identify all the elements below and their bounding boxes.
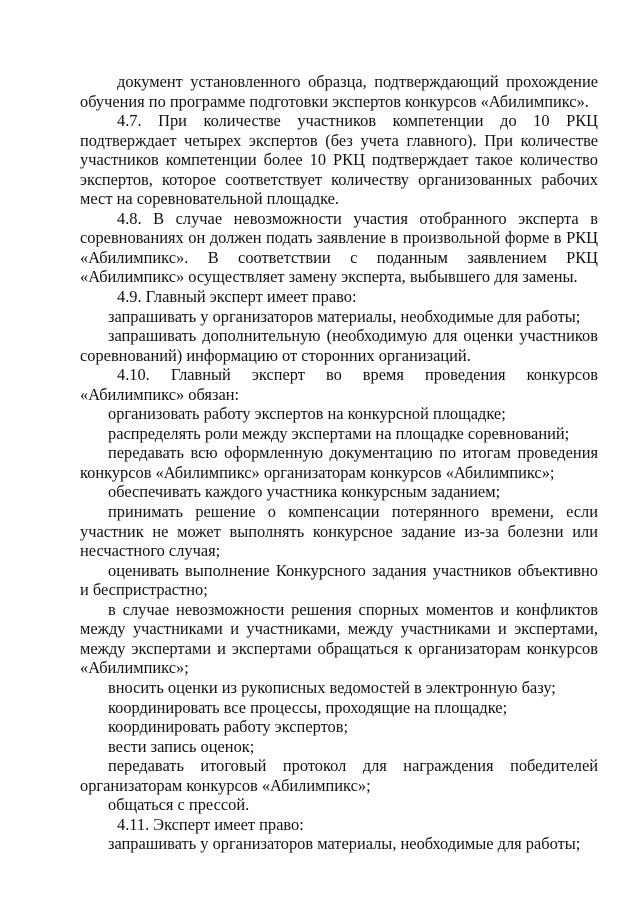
- list-item: вести запись оценок;: [108, 736, 255, 756]
- list-item: запрашивать дополнительную (необходимую для оценки участников соревнований) информацию от сторонних организаций.: [80, 326, 598, 365]
- list-item: распределять роли между экспертами на площадке соревнований;: [108, 423, 570, 443]
- list-item: общаться с прессой.: [108, 795, 250, 815]
- list-item: координировать работу экспертов;: [108, 717, 349, 737]
- list-item: обеспечивать каждого участника конкурсным заданием;: [108, 482, 501, 502]
- paragraph-4-11: 4.11. Эксперт имеет право:: [117, 814, 304, 834]
- paragraph-continuation: документ установленного образца, подтверждающий прохождение обучения по программе подготовки экспертов конкурсов «Абилимпикс».: [80, 72, 598, 111]
- paragraph-4-8: 4.8. В случае невозможности участия отобранного эксперта в соревнованиях он должен подать заявление в произвольной форме в РКЦ «Абилимпикс». В соответствии с поданным заявлением РКЦ «Абилимпикс» осуществляет замену эксперта, выбывшего для замены.: [80, 208, 598, 287]
- list-item: в случае невозможности решения спорных моментов и конфликтов между участниками и участниками, между участниками и экспертами, между экспертами и экспертами обращаться к организаторам конкурсов «Абилимпикс»;: [80, 599, 598, 678]
- list-item: передавать всю оформленную документацию по итогам проведения конкурсов «Абилимпикс» организаторам конкурсов «Абилимпикс»;: [80, 443, 598, 482]
- document-body: [80, 72, 598, 854]
- list-item: запрашивать у организаторов материалы, необходимые для работы;: [108, 834, 581, 854]
- list-item: координировать все процессы, проходящие на площадке;: [108, 697, 508, 717]
- list-item: запрашивать у организаторов материалы, необходимые для работы;: [108, 306, 581, 326]
- list-item: вносить оценки из рукописных ведомостей в электронную базу;: [108, 677, 556, 697]
- paragraph-4-7: 4.7. При количестве участников компетенции до 10 РКЦ подтверждает четырех экспертов (без учета главного). При количестве участников компетенции более 10 РКЦ подтверждает такое количество экспертов, которое соответствует количеству организованных рабочих мест на соревновательной площадке.: [80, 111, 598, 209]
- paragraph-4-9: 4.9. Главный эксперт имеет право:: [117, 287, 357, 307]
- list-item: принимать решение о компенсации потерянного времени, если участник не может выполнять конкурсное задание из-за болезни или несчастного случая;: [80, 502, 598, 561]
- list-item: оценивать выполнение Конкурсного задания участников объективно и беспристрастно;: [80, 560, 598, 600]
- paragraph-4-10: 4.10. Главный эксперт во время проведения конкурсов «Абилимпикс» обязан:: [80, 365, 598, 404]
- list-item: организовать работу экспертов на конкурсной площадке;: [108, 404, 506, 424]
- list-item: передавать итоговый протокол для награждения победителей организаторам конкурсов «Абилимпикс»;: [80, 756, 598, 795]
